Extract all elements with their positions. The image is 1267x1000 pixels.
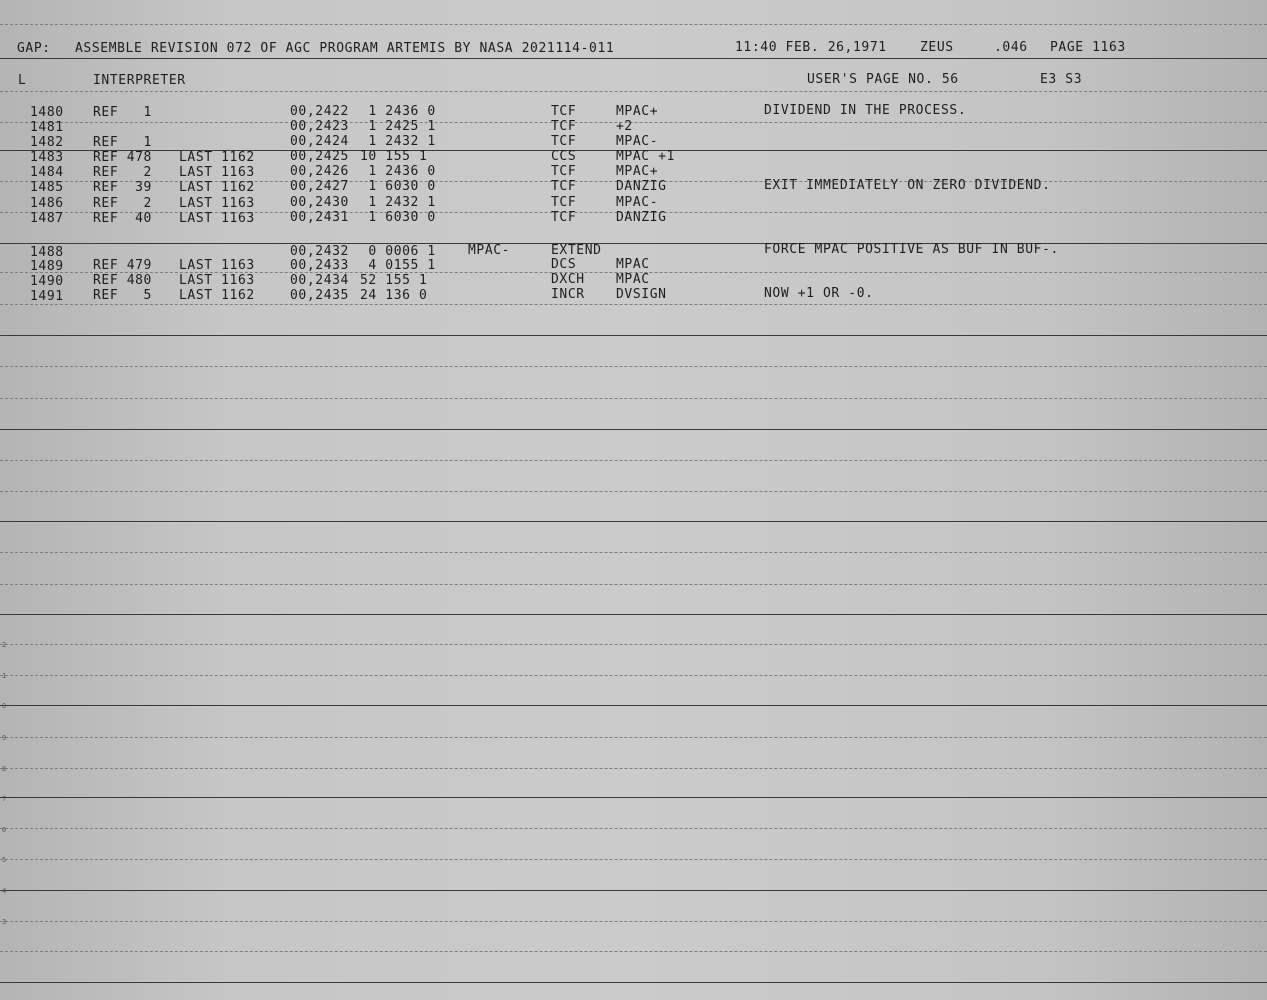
operand: DANZIG	[616, 179, 667, 194]
line-number: 1489	[30, 259, 64, 274]
octal-code: 4 0155 1	[360, 258, 436, 273]
last-field: LAST 1163	[179, 273, 255, 288]
opcode: CCS	[551, 149, 577, 164]
operand: MPAC+	[616, 164, 659, 179]
run-code: .046	[994, 40, 1028, 55]
line-number: 1482	[30, 135, 64, 150]
opcode: TCF	[551, 134, 577, 149]
rule-line	[0, 58, 1267, 59]
line-number: 1485	[30, 180, 64, 195]
comment: DIVIDEND IN THE PROCESS.	[764, 103, 967, 118]
ref-field: REF 2	[93, 196, 152, 211]
section-name: INTERPRETER	[93, 73, 186, 88]
line-number: 1487	[30, 211, 64, 226]
last-field: LAST 1163	[179, 211, 255, 226]
address: 00,2435	[290, 288, 349, 303]
print-timestamp: 11:40 FEB. 26,1971	[735, 40, 887, 55]
rule-line	[0, 797, 1267, 798]
ref-field: REF 480	[93, 273, 152, 288]
opcode: EXTEND	[551, 243, 602, 258]
octal-code: 10 155 1	[360, 149, 428, 164]
opcode: TCF	[551, 210, 577, 225]
margin-mark: 0	[2, 702, 7, 710]
opcode: INCR	[551, 287, 585, 302]
operand: MPAC-	[616, 134, 659, 149]
rule-line	[0, 921, 1267, 922]
margin-mark: 4	[2, 887, 7, 895]
address: 00,2427	[290, 179, 349, 194]
line-number: 1490	[30, 274, 64, 289]
line-number: 1491	[30, 289, 64, 304]
rule-line	[0, 491, 1267, 492]
address: 00,2426	[290, 164, 349, 179]
rule-line	[0, 982, 1267, 983]
ref-field: REF 479	[93, 258, 152, 273]
line-number: 1484	[30, 165, 64, 180]
address: 00,2424	[290, 134, 349, 149]
octal-code: 1 6030 0	[360, 179, 436, 194]
address: 00,2422	[290, 104, 349, 119]
rule-line	[0, 24, 1267, 25]
margin-mark: 3	[2, 918, 7, 926]
last-field: LAST 1163	[179, 196, 255, 211]
operand: DVSIGN	[616, 287, 667, 302]
octal-code: 1 6030 0	[360, 210, 436, 225]
margin-mark: 9	[2, 734, 7, 742]
address: 00,2432	[290, 244, 349, 259]
assembly-title: ASSEMBLE REVISION 072 OF AGC PROGRAM ARTEMIS BY NASA 2021114-011	[75, 41, 615, 56]
opcode: TCF	[551, 195, 577, 210]
ref-field: REF 39	[93, 180, 152, 195]
rule-line	[0, 705, 1267, 706]
rule-line	[0, 675, 1267, 676]
operand: DANZIG	[616, 210, 667, 225]
octal-code: 52 155 1	[360, 273, 428, 288]
label-field: MPAC-	[468, 243, 511, 258]
gap-label: GAP:	[17, 41, 51, 56]
operand: MPAC	[616, 272, 650, 287]
last-field: LAST 1162	[179, 180, 255, 195]
last-field: LAST 1163	[179, 165, 255, 180]
margin-mark: 6	[2, 826, 7, 834]
ref-field: REF 1	[93, 105, 152, 120]
rule-line	[0, 737, 1267, 738]
system-name: ZEUS	[920, 40, 954, 55]
ref-field: REF 478	[93, 150, 152, 165]
opcode: TCF	[551, 104, 577, 119]
users-page-number: USER'S PAGE NO. 56	[807, 72, 959, 87]
rule-line	[0, 335, 1267, 336]
rule-line	[0, 460, 1267, 461]
margin-mark: 7	[2, 795, 7, 803]
margin-mark: 5	[2, 856, 7, 864]
rule-line	[0, 614, 1267, 615]
line-number: 1486	[30, 196, 64, 211]
address: 00,2431	[290, 210, 349, 225]
last-field: LAST 1162	[179, 288, 255, 303]
rule-line	[0, 859, 1267, 860]
rule-line	[0, 644, 1267, 645]
octal-code: 0 0006 1	[360, 244, 436, 259]
comment: EXIT IMMEDIATELY ON ZERO DIVIDEND.	[764, 178, 1051, 193]
line-number: 1488	[30, 245, 64, 260]
operand: +2	[616, 119, 633, 134]
address: 00,2434	[290, 273, 349, 288]
comment: FORCE MPAC POSITIVE AS BUF IN BUF-.	[764, 242, 1059, 257]
rule-line	[0, 768, 1267, 769]
address: 00,2433	[290, 258, 349, 273]
rule-line	[0, 91, 1267, 92]
rule-line	[0, 828, 1267, 829]
operand: MPAC +1	[616, 149, 675, 164]
last-field: LAST 1163	[179, 258, 255, 273]
rule-line	[0, 398, 1267, 399]
rule-line	[0, 429, 1267, 430]
octal-code: 1 2425 1	[360, 119, 436, 134]
listing-type: L	[18, 73, 27, 88]
opcode: DXCH	[551, 272, 585, 287]
address: 00,2430	[290, 195, 349, 210]
ref-field: REF 5	[93, 288, 152, 303]
margin-mark: 2	[2, 641, 7, 649]
octal-code: 24 136 0	[360, 288, 428, 303]
operand: MPAC	[616, 257, 650, 272]
opcode: TCF	[551, 179, 577, 194]
rule-line	[0, 552, 1267, 553]
page-number: PAGE 1163	[1050, 40, 1126, 55]
comment: NOW +1 OR -0.	[764, 286, 874, 301]
ref-field: REF 40	[93, 211, 152, 226]
rule-line	[0, 366, 1267, 367]
line-number: 1481	[30, 120, 64, 135]
octal-code: 1 2432 1	[360, 195, 436, 210]
rule-line	[0, 890, 1267, 891]
rule-line	[0, 304, 1267, 305]
rule-line	[0, 122, 1267, 123]
octal-code: 1 2432 1	[360, 134, 436, 149]
sheet-code: E3 S3	[1040, 72, 1083, 87]
line-number: 1480	[30, 105, 64, 120]
margin-mark: 8	[2, 765, 7, 773]
rule-line	[0, 584, 1267, 585]
ref-field: REF 2	[93, 165, 152, 180]
operand: MPAC-	[616, 195, 659, 210]
opcode: TCF	[551, 119, 577, 134]
rule-line	[0, 521, 1267, 522]
rule-line	[0, 951, 1267, 952]
address: 00,2423	[290, 119, 349, 134]
last-field: LAST 1162	[179, 150, 255, 165]
opcode: DCS	[551, 257, 577, 272]
octal-code: 1 2436 0	[360, 164, 436, 179]
ref-field: REF 1	[93, 135, 152, 150]
octal-code: 1 2436 0	[360, 104, 436, 119]
line-number: 1483	[30, 150, 64, 165]
margin-mark: 1	[2, 672, 7, 680]
opcode: TCF	[551, 164, 577, 179]
address: 00,2425	[290, 149, 349, 164]
operand: MPAC+	[616, 104, 659, 119]
rule-line	[0, 243, 1267, 244]
